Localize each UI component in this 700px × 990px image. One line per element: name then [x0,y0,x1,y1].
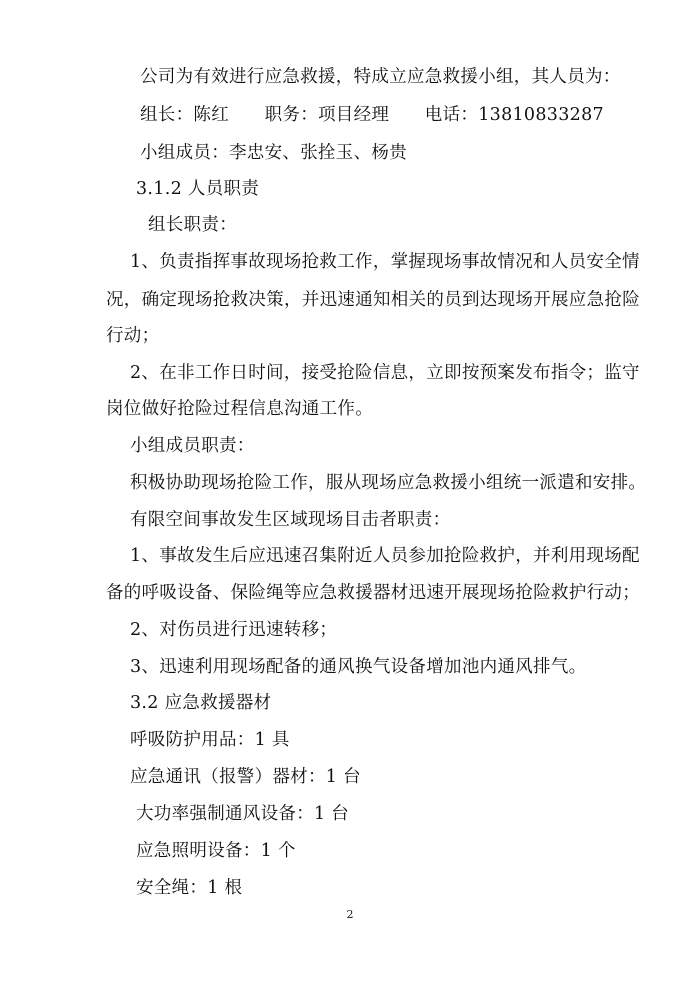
witness-duty-1-line-1: 1、事故发生后应迅速召集附近人员参加抢险救护，并利用现场配 [130,546,640,566]
section-heading-3-1-2: 3.1.2 人员职责 [136,179,260,199]
paragraph-intro: 公司为有效进行应急救援，特成立应急救援小组，其人员为： [140,67,621,87]
leader-duty-1-line-2: 况，确定现场抢救决策，并迅速通知相关的员到达现场开展应急抢险 [106,290,640,310]
section-heading-3-2: 3.2 应急救援器材 [130,693,272,713]
team-members: 小组成员：李忠安、张拴玉、杨贵 [140,143,407,163]
leader-duty-2-line-2: 岗位做好抢险过程信息沟通工作。 [106,399,373,419]
subheading-leader-duties: 组长职责： [148,215,237,235]
equipment-respiratory: 呼吸防护用品：1 具 [130,730,290,750]
member-duty-text: 积极协助现场抢险工作，服从现场应急救援小组统一派遣和安排。 [130,473,647,493]
equipment-safety-rope: 安全绳：1 根 [136,878,243,898]
subheading-member-duties: 小组成员职责： [130,436,255,456]
witness-duty-2: 2、对伤员进行迅速转移； [130,620,338,640]
witness-duty-1-line-2: 备的呼吸设备、保险绳等应急救援器材迅速开展现场抢险救护行动； [106,583,640,603]
leader-duty-2-line-1: 2、在非工作日时间，接受抢险信息，立即按预案发布指令；监守 [130,363,640,383]
leader-duty-1-line-1: 1、负责指挥事故现场抢救工作，掌握现场事故情况和人员安全情 [130,252,640,272]
page-number: 2 [346,908,354,921]
leader-duty-1-line-3: 行动； [106,326,160,346]
leader-info: 组长：陈红 职务：项目经理 电话：13810833287 [140,105,604,125]
equipment-lighting: 应急照明设备：1 个 [136,841,296,861]
witness-duty-3: 3、迅速利用现场配备的通风换气设备增加池内通风排气。 [130,657,587,677]
equipment-ventilation: 大功率强制通风设备：1 台 [136,804,350,824]
equipment-communication: 应急通讯（报警）器材：1 台 [130,767,361,787]
subheading-witness-duties: 有限空间事故发生区域现场目击者职责： [130,510,451,530]
